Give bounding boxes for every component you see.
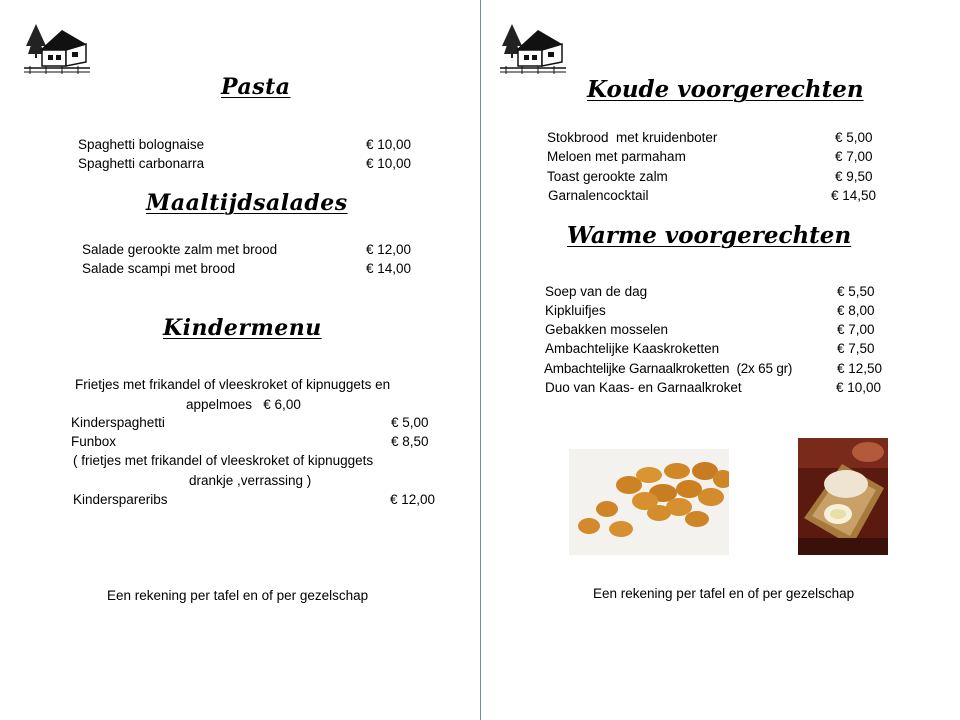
salads-title: Maaltijdsalades — [146, 190, 348, 216]
menu-item-price: € 12,00 — [390, 492, 436, 507]
menu-item-name: Gebakken mosselen — [545, 322, 669, 337]
menu-item-price: € 14,50 — [831, 188, 877, 203]
menu-item-name: Garnalencocktail — [548, 188, 649, 203]
restaurant-logo-icon — [498, 24, 568, 76]
bill-note: Een rekening per tafel en of per gezelschap — [593, 586, 855, 601]
pasta-title: Pasta — [221, 74, 291, 100]
menu-item-name: Ambachtelijke Garnaalkroketten (2x 65 gr) — [544, 361, 793, 376]
menu-item-price: € 14,00 — [366, 261, 412, 276]
menu-item-price: € 7,00 — [837, 322, 875, 337]
kids-menu-title: Kindermenu — [163, 315, 322, 341]
menu-item-price: € 12,00 — [366, 242, 412, 257]
kids-intro-price-line: appelmoes € 6,00 — [186, 397, 301, 412]
funbox-note: ( frietjes met frikandel of vleeskroket of kipnuggets — [73, 453, 374, 468]
menu-item-name: Kinderspaghetti — [71, 415, 165, 430]
menu-item-price: € 9,50 — [835, 169, 873, 184]
menu-item-price: € 5,00 — [835, 130, 873, 145]
menu-item-name: Salade gerookte zalm met brood — [82, 242, 278, 257]
menu-item-price: € 10,00 — [366, 137, 412, 152]
menu-item-name: Kipkluifjes — [545, 303, 606, 318]
menu-item-name: Salade scampi met brood — [82, 261, 236, 276]
menu-item-name: Ambachtelijke Kaaskroketten — [545, 341, 720, 356]
right-menu-page — [481, 0, 960, 720]
funbox-note: drankje ,verrassing ) — [189, 473, 312, 488]
menu-item-price: € 10,00 — [366, 156, 412, 171]
menu-item-name: Spaghetti bolognaise — [78, 137, 205, 152]
menu-item-price: € 8,00 — [837, 303, 875, 318]
menu-item-name: Toast gerookte zalm — [547, 169, 668, 184]
warm-starters-title: Warme voorgerechten — [567, 222, 852, 249]
basket-photo — [798, 438, 888, 555]
menu-item-name: Stokbrood met kruidenboter — [547, 130, 718, 145]
menu-item-price: € 10,00 — [836, 380, 882, 395]
restaurant-logo-icon — [22, 24, 92, 76]
menu-item-name: Funbox — [71, 434, 117, 449]
kids-intro-line: Frietjes met frikandel of vleeskroket of kipnuggets en — [75, 377, 391, 392]
menu-item-name: Soep van de dag — [545, 284, 648, 299]
menu-item-price: € 7,50 — [837, 341, 875, 356]
cold-starters-title: Koude voorgerechten — [587, 76, 864, 103]
menu-item-name: Spaghetti carbonarra — [78, 156, 205, 171]
menu-item-price: € 8,50 — [391, 434, 429, 449]
menu-item-price: € 7,00 — [835, 149, 873, 164]
menu-item-price: € 12,50 — [837, 361, 883, 376]
menu-item-name: Duo van Kaas- en Garnaalkroket — [545, 380, 742, 395]
menu-item-price: € 5,50 — [837, 284, 875, 299]
croquettes-photo — [569, 449, 729, 555]
menu-item-name: Kinderspareribs — [73, 492, 168, 507]
bill-note: Een rekening per tafel en of per gezelschap — [107, 588, 369, 603]
menu-item-name: Meloen met parmaham — [547, 149, 686, 164]
menu-item-price: € 5,00 — [391, 415, 429, 430]
